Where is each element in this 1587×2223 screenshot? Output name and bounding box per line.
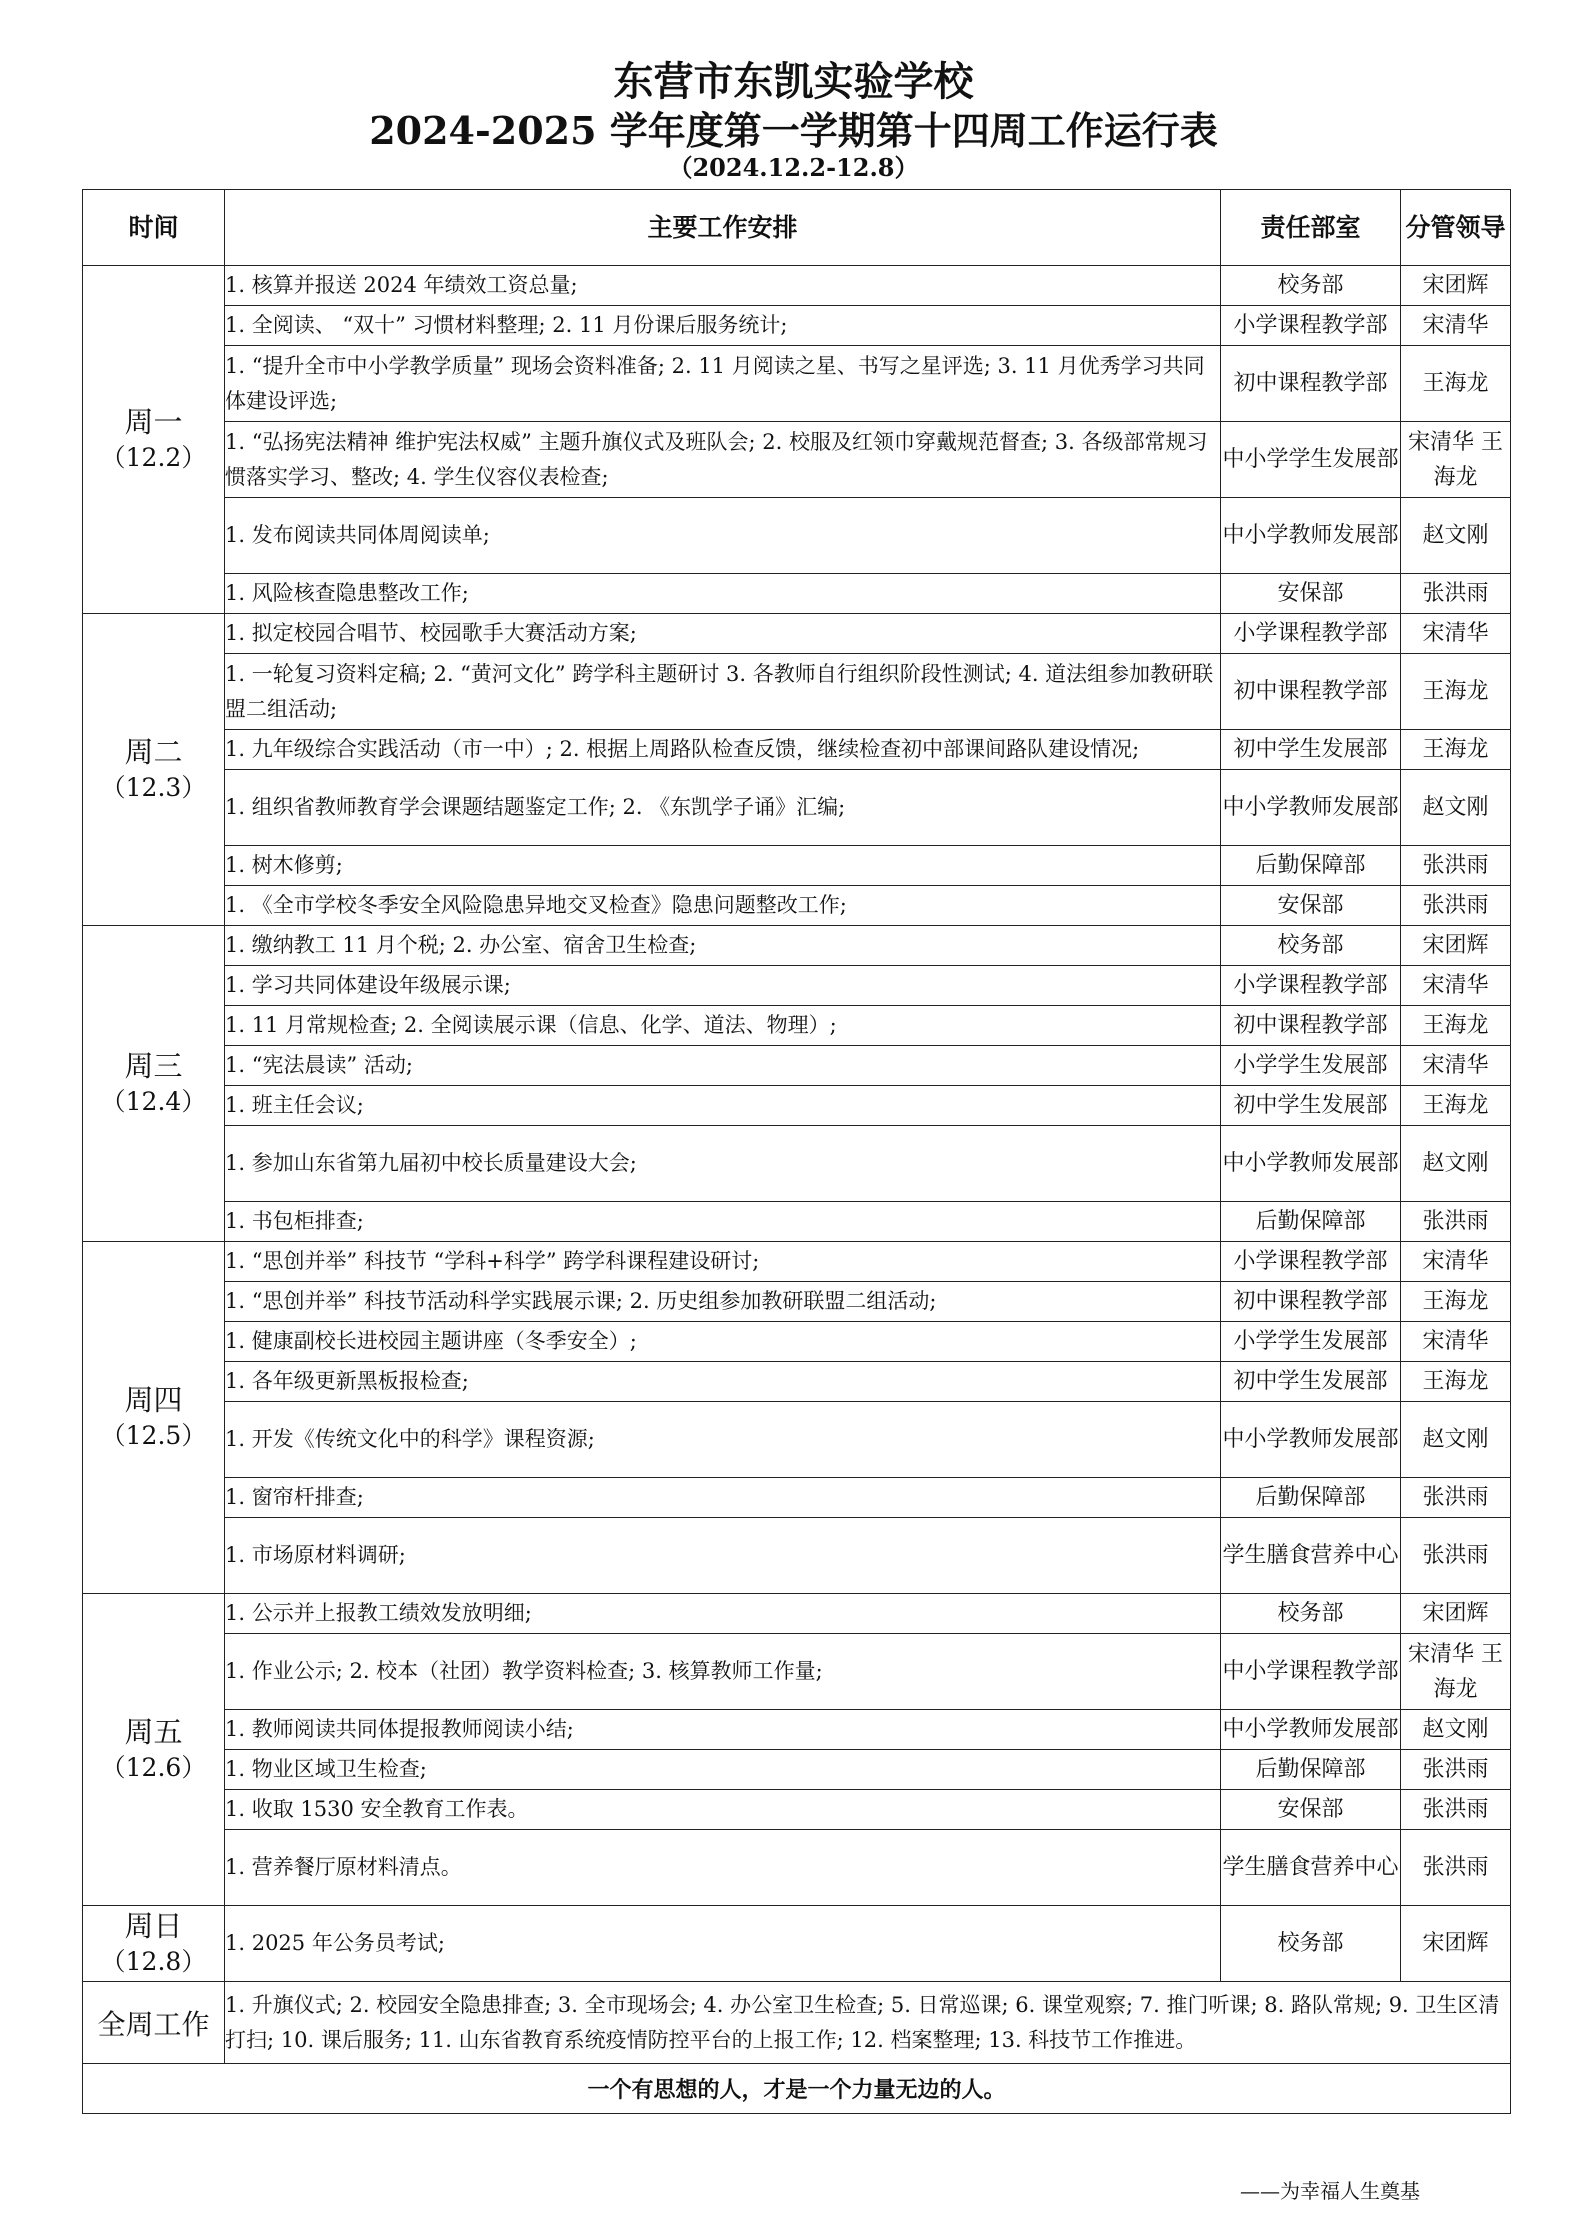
leader-cell: 王海龙 [1401,346,1511,422]
table-row [83,1790,1511,1830]
leader-cell: 赵文刚 [1401,1126,1511,1202]
day-label: 周二 [124,734,183,769]
task-cell: 1. 11 月常规检查; 2. 全阅读展示课（信息、化学、道法、物理）; [225,1006,1221,1046]
table-header-row [83,190,1511,266]
dept-cell: 中小学教师发展部 [1221,1126,1401,1202]
leader-cell: 宋清华 王海龙 [1401,1634,1511,1710]
day-date: （12.3） [100,772,207,802]
table-row [83,614,1511,654]
table-row [83,886,1511,926]
table-row [83,1362,1511,1402]
leader-cell: 宋清华 [1401,966,1511,1006]
dept-cell: 中小学教师发展部 [1221,770,1401,846]
leader-cell: 王海龙 [1401,654,1511,730]
table-row [83,1518,1511,1594]
dept-cell: 中小学教师发展部 [1221,1710,1401,1750]
task-cell: 1. 风险核查隐患整改工作; [225,574,1221,614]
day-cell [83,1594,225,1906]
task-cell: 1. 参加山东省第九届初中校长质量建设大会; [225,1126,1221,1202]
all-week-label: 全周工作 [83,1982,225,2064]
table-row [83,1046,1511,1086]
table-row [83,1126,1511,1202]
day-label: 周一 [124,404,183,439]
table-row [83,1478,1511,1518]
leader-cell: 张洪雨 [1401,846,1511,886]
table-row [83,1906,1511,1982]
document-title: 2024-2025 学年度第一学期第十四周工作运行表 [369,108,1218,153]
leader-cell: 王海龙 [1401,1282,1511,1322]
schedule-body [83,190,1511,2114]
task-cell: 1. 九年级综合实践活动（市一中）; 2. 根据上周路队检查反馈，继续检查初中部课间路队建设情况; [225,730,1221,770]
dept-cell: 中小学教师发展部 [1221,498,1401,574]
dept-cell: 小学课程教学部 [1221,966,1401,1006]
table-row [83,1710,1511,1750]
task-cell: 1. 作业公示; 2. 校本（社团）教学资料检查; 3. 核算教师工作量; [225,1634,1221,1710]
leader-cell: 宋清华 王海龙 [1401,422,1511,498]
dept-cell: 初中课程教学部 [1221,1006,1401,1046]
dept-cell: 校务部 [1221,1906,1401,1982]
all-week-tasks: 1. 升旗仪式; 2. 校园安全隐患排查; 3. 全市现场会; 4. 办公室卫生检查; 5. 日常巡课; 6. 课堂观察; 7. 推门听课; 8. 路队常规; 9. 卫生区清打扫; 10. 课后服务; 11. 山东省教育系统疫情防控平台的上报工作; 12. 档案整理; 13. 科技节工作推进。 [225,1982,1511,2064]
table-row [83,1242,1511,1282]
day-cell [83,1242,225,1594]
task-cell: 1. 公示并上报教工绩效发放明细; [225,1594,1221,1634]
dept-cell: 初中学生发展部 [1221,1362,1401,1402]
dept-cell: 校务部 [1221,926,1401,966]
signature: ——为幸福人生奠基 [1240,2179,1420,2203]
task-cell: 1. 市场原材料调研; [225,1518,1221,1594]
dept-cell: 后勤保障部 [1221,1478,1401,1518]
day-cell [83,926,225,1242]
leader-cell: 宋清华 [1401,1322,1511,1362]
leader-cell: 王海龙 [1401,1362,1511,1402]
table-row [83,926,1511,966]
leader-cell: 宋团辉 [1401,1906,1511,1982]
day-date: （12.2） [100,442,207,472]
task-cell: 1. 物业区域卫生检查; [225,1750,1221,1790]
task-cell: 1. 拟定校园合唱节、校园歌手大赛活动方案; [225,614,1221,654]
dept-cell: 小学学生发展部 [1221,1322,1401,1362]
table-row [83,422,1511,498]
dept-cell: 初中学生发展部 [1221,730,1401,770]
leader-cell: 张洪雨 [1401,1518,1511,1594]
table-row [83,1402,1511,1478]
header-dept: 责任部室 [1221,190,1401,266]
task-cell: 1. 一轮复习资料定稿; 2. “黄河文化” 跨学科主题研讨 3. 各教师自行组织阶段性测试; 4. 道法组参加教研联盟二组活动; [225,654,1221,730]
dept-cell: 中小学教师发展部 [1221,1402,1401,1478]
task-cell: 1. 书包柜排查; [225,1202,1221,1242]
dept-cell: 中小学学生发展部 [1221,422,1401,498]
date-range: （2024.12.2-12.8） [668,153,919,182]
leader-cell: 宋团辉 [1401,266,1511,306]
dept-cell: 后勤保障部 [1221,1202,1401,1242]
dept-cell: 中小学课程教学部 [1221,1634,1401,1710]
day-date: （12.5） [100,1420,207,1450]
table-row [83,1202,1511,1242]
header-leader: 分管领导 [1401,190,1511,266]
dept-cell: 校务部 [1221,1594,1401,1634]
table-row [83,1594,1511,1634]
leader-cell: 张洪雨 [1401,1202,1511,1242]
dept-cell: 安保部 [1221,574,1401,614]
dept-cell: 校务部 [1221,266,1401,306]
dept-cell: 小学课程教学部 [1221,306,1401,346]
motto: 一个有思想的人，才是一个力量无边的人。 [83,2064,1511,2114]
leader-cell: 赵文刚 [1401,498,1511,574]
school-name: 东营市东凯实验学校 [613,58,974,105]
task-cell: 1. 收取 1530 安全教育工作表。 [225,1790,1221,1830]
task-cell: 1. 教师阅读共同体提报教师阅读小结; [225,1710,1221,1750]
table-row [83,730,1511,770]
task-cell: 1. 开发《传统文化中的科学》课程资源; [225,1402,1221,1478]
task-cell: 1. 学习共同体建设年级展示课; [225,966,1221,1006]
day-cell [83,1906,225,1982]
all-week-row [83,1982,1511,2064]
table-row [83,306,1511,346]
dept-cell: 小学学生发展部 [1221,1046,1401,1086]
leader-cell: 宋清华 [1401,306,1511,346]
table-row [83,574,1511,614]
day-label: 周四 [124,1382,183,1417]
table-row [83,654,1511,730]
task-cell: 1. 健康副校长进校园主题讲座（冬季安全）; [225,1322,1221,1362]
leader-cell: 张洪雨 [1401,886,1511,926]
task-cell: 1. 核算并报送 2024 年绩效工资总量; [225,266,1221,306]
table-row [83,1006,1511,1046]
task-cell: 1. 2025 年公务员考试; [225,1906,1221,1982]
leader-cell: 赵文刚 [1401,1710,1511,1750]
dept-cell: 小学课程教学部 [1221,1242,1401,1282]
leader-cell: 王海龙 [1401,1086,1511,1126]
task-cell: 1. “思创并举” 科技节 “学科+科学” 跨学科课程建设研讨; [225,1242,1221,1282]
leader-cell: 张洪雨 [1401,574,1511,614]
dept-cell: 安保部 [1221,886,1401,926]
dept-cell: 初中学生发展部 [1221,1086,1401,1126]
table-row [83,1282,1511,1322]
schedule-table [82,189,1511,2114]
task-cell: 1. “提升全市中小学教学质量” 现场会资料准备; 2. 11 月阅读之星、书写之星评选; 3. 11 月优秀学习共同体建设评选; [225,346,1221,422]
dept-cell: 初中课程教学部 [1221,654,1401,730]
leader-cell: 赵文刚 [1401,1402,1511,1478]
leader-cell: 张洪雨 [1401,1750,1511,1790]
day-date: （12.8） [100,1946,207,1976]
dept-cell: 学生膳食营养中心 [1221,1830,1401,1906]
table-row [83,1634,1511,1710]
task-cell: 1. “弘扬宪法精神 维护宪法权威” 主题升旗仪式及班队会; 2. 校服及红领巾穿戴规范督查; 3. 各级部常规习惯落实学习、整改; 4. 学生仪容仪表检查; [225,422,1221,498]
task-cell: 1. 班主任会议; [225,1086,1221,1126]
task-cell: 1. 营养餐厅原材料清点。 [225,1830,1221,1906]
task-cell: 1. “宪法晨读” 活动; [225,1046,1221,1086]
table-row [83,498,1511,574]
task-cell: 1. “思创并举” 科技节活动科学实践展示课; 2. 历史组参加教研联盟二组活动; [225,1282,1221,1322]
header-tasks: 主要工作安排 [225,190,1221,266]
day-date: （12.6） [100,1752,207,1782]
task-cell: 1. 发布阅读共同体周阅读单; [225,498,1221,574]
dept-cell: 初中课程教学部 [1221,346,1401,422]
task-cell: 1. 缴纳教工 11 月个税; 2. 办公室、宿舍卫生检查; [225,926,1221,966]
motto-row [83,2064,1511,2114]
day-label: 周日 [124,1908,183,1943]
table-row [83,346,1511,422]
leader-cell: 宋清华 [1401,614,1511,654]
header-time: 时间 [83,190,225,266]
leader-cell: 宋清华 [1401,1242,1511,1282]
table-row [83,770,1511,846]
leader-cell: 张洪雨 [1401,1478,1511,1518]
day-cell [83,266,225,614]
leader-cell: 张洪雨 [1401,1790,1511,1830]
table-row [83,966,1511,1006]
leader-cell: 王海龙 [1401,730,1511,770]
leader-cell: 张洪雨 [1401,1830,1511,1906]
task-cell: 1. 各年级更新黑板报检查; [225,1362,1221,1402]
leader-cell: 宋团辉 [1401,1594,1511,1634]
leader-cell: 赵文刚 [1401,770,1511,846]
dept-cell: 学生膳食营养中心 [1221,1518,1401,1594]
day-cell [83,614,225,926]
leader-cell: 宋清华 [1401,1046,1511,1086]
task-cell: 1. 窗帘杆排查; [225,1478,1221,1518]
leader-cell: 宋团辉 [1401,926,1511,966]
task-cell: 1. 全阅读、 “双十” 习惯材料整理; 2. 11 月份课后服务统计; [225,306,1221,346]
day-date: （12.4） [100,1086,207,1116]
dept-cell: 安保部 [1221,1790,1401,1830]
table-row [83,1750,1511,1790]
leader-cell: 王海龙 [1401,1006,1511,1046]
task-cell: 1. 《全市学校冬季安全风险隐患异地交叉检查》隐患问题整改工作; [225,886,1221,926]
table-row [83,1086,1511,1126]
dept-cell: 后勤保障部 [1221,1750,1401,1790]
task-cell: 1. 组织省教师教育学会课题结题鉴定工作; 2. 《东凯学子诵》汇编; [225,770,1221,846]
task-cell: 1. 树木修剪; [225,846,1221,886]
table-row [83,1322,1511,1362]
table-row [83,846,1511,886]
day-label: 周三 [124,1048,183,1083]
dept-cell: 后勤保障部 [1221,846,1401,886]
table-row [83,266,1511,306]
dept-cell: 小学课程教学部 [1221,614,1401,654]
day-label: 周五 [124,1714,183,1749]
table-row [83,1830,1511,1906]
dept-cell: 初中课程教学部 [1221,1282,1401,1322]
